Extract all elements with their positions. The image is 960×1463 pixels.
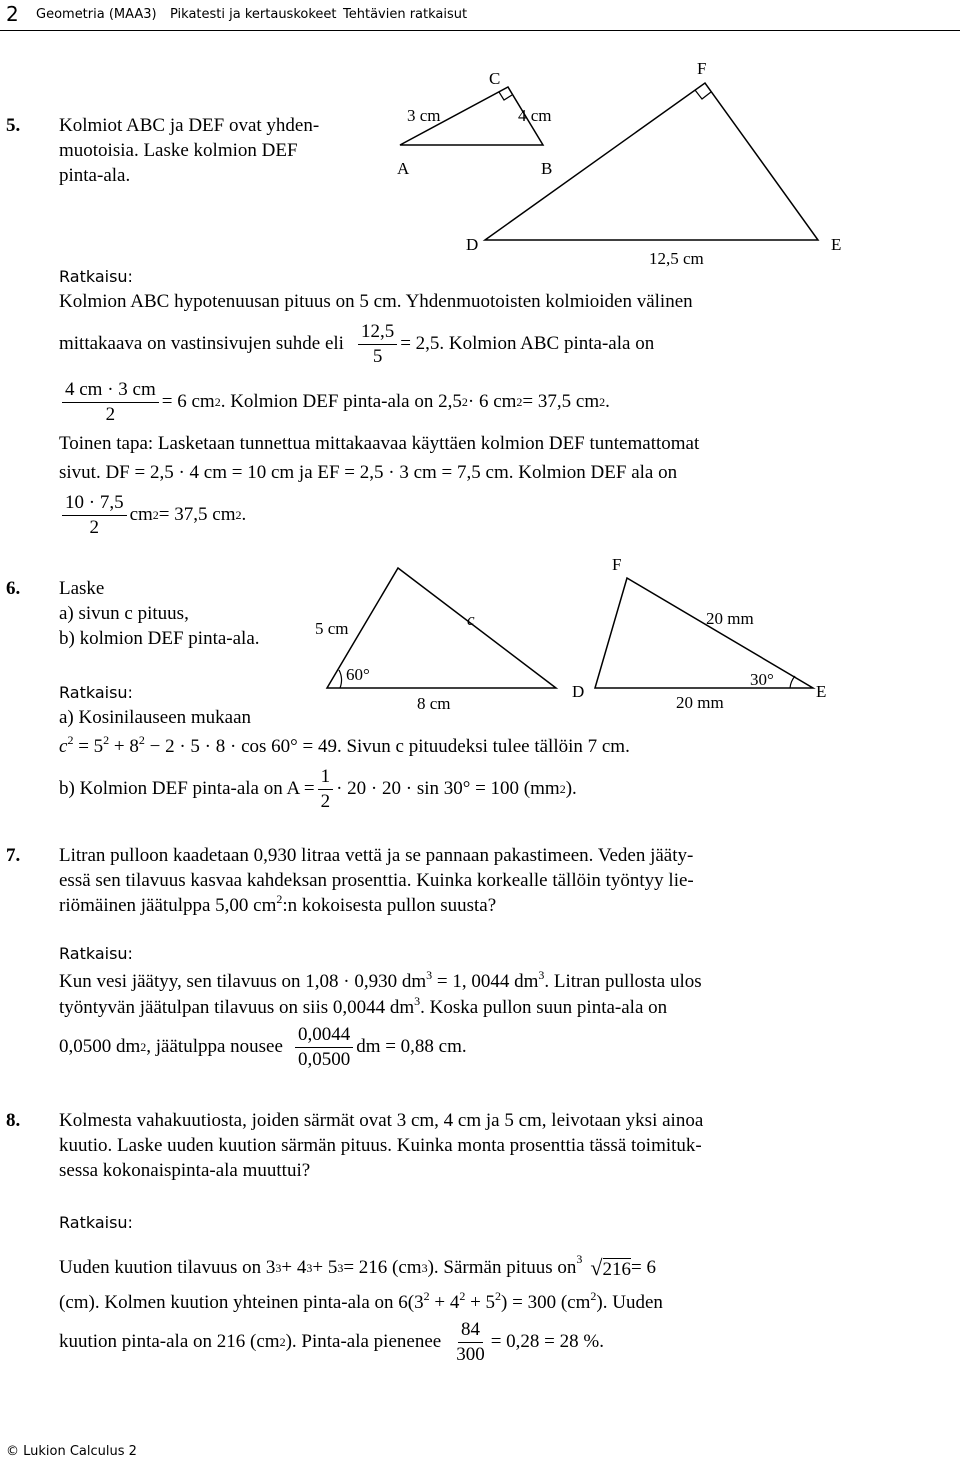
task5-sol-line2 <box>59 322 654 367</box>
area-abc-numerator: 4 cm · 3 cm <box>62 380 159 403</box>
task6-line3: b) kolmion DEF pinta-ala. <box>59 628 260 649</box>
t8-l2-b: + 5 <box>465 1292 496 1313</box>
cube-exponent: 3 <box>414 994 421 1008</box>
t7-denominator: 0,0500 <box>297 1048 351 1070</box>
area-abc-denominator: 2 <box>105 403 116 425</box>
ratio-denominator: 5 <box>372 345 383 367</box>
cube-root: 3 √216 <box>576 1252 631 1280</box>
task6-b-equation: b) Kolmion DEF pinta-ala on A = $\frac{1}{2}$ · 20 · 20 · sin 30° = 100 (mm 2 ). <box>59 766 577 812</box>
sq-exponent: 2 <box>590 1289 597 1303</box>
t8-l3-post: = 0,28 = 28 %. <box>490 1331 604 1353</box>
right-angle-mark-f <box>695 90 711 99</box>
radical-sign-icon: √ <box>590 1255 603 1280</box>
b-prefix: b) Kolmion DEF pinta-ala on A = <box>59 778 315 800</box>
t7-l3-mid: , jäätulppa nousee <box>146 1036 283 1058</box>
t8-l1-c: = 216 (cm <box>343 1257 422 1278</box>
area-def-result: = 37,5 cm <box>522 391 600 413</box>
cube-exponent: 3 <box>426 968 433 982</box>
area-def-unit: cm <box>129 504 153 526</box>
label-f2: F <box>612 555 622 574</box>
task5-sol-line6: $\frac{10 \cdot 7,5}{2}$ cm 2 = 37,5 cm 2 . <box>59 493 246 538</box>
t7-l1-mid: = 1, 0044 dm <box>432 971 539 992</box>
area-def-value: = 37,5 cm <box>158 504 236 526</box>
sq-exponent: 2 <box>423 1289 430 1303</box>
page-number: 2 <box>6 2 19 26</box>
task8-sol-line2 <box>59 1289 663 1314</box>
header-subsection: Tehtävien ratkaisut <box>343 7 468 22</box>
label-e2: E <box>816 682 827 701</box>
label-e: E <box>831 235 842 254</box>
task6-line2: a) sivun c pituus, <box>59 603 189 624</box>
t7-fraction <box>295 1025 353 1070</box>
eq-part2: + 8 <box>109 736 139 757</box>
area-def-denominator: 2 <box>89 516 100 538</box>
task5-line1: Kolmiot ABC ja DEF ovat yhden- <box>59 115 320 136</box>
task8-line2: kuutio. Laske uuden kuution särmän pituus. Kuinka monta prosenttia tässä toimituk- <box>59 1135 702 1156</box>
task7-line3-post: :n kokoisesta pullon suusta? <box>282 895 497 916</box>
t8-l1-e: = 6 <box>631 1257 656 1278</box>
task7-ratkaisu-label: Ratkaisu: <box>59 944 133 963</box>
label-side-bc: 4 cm <box>518 106 552 125</box>
task6-ratkaisu-label: Ratkaisu: <box>59 683 133 702</box>
task5-sol-line5: sivut. DF = 2,5 · 4 cm = 10 cm ja EF = 2,5 · 3 cm = 7,5 cm. Kolmion DEF ala on <box>59 462 678 483</box>
b-body: · 20 · 20 · sin 30° = 100 (mm <box>336 778 560 800</box>
task5-sol-line4: Toinen tapa: Lasketaan tunnettua mittakaavaa käyttäen kolmion DEF tuntemattomat <box>59 433 700 454</box>
t8-numerator: 84 <box>458 1320 483 1343</box>
cube-exponent: 3 <box>538 968 545 982</box>
task7-line2: essä sen tilavuus kasvaa kahdeksan prosenttia. Kuinka korkealle tällöin työntyy lie- <box>59 870 694 891</box>
task5-ratkaisu-label: Ratkaisu: <box>59 267 133 286</box>
task6-figure <box>0 540 960 720</box>
task7-number: 7. <box>6 845 21 866</box>
task7-sol-line1 <box>59 968 702 993</box>
label-side-c: c <box>467 610 475 629</box>
task7-line3 <box>59 892 497 917</box>
task5-sol-line2-post: = 2,5. Kolmion ABC pinta-ala on <box>400 333 655 355</box>
label-side-fe: 20 mm <box>706 609 754 628</box>
task8-sol-line3: kuution pinta-ala on 216 (cm 2 ). Pinta-ala pienenee $\frac{84}{300}$ = 0,28 = 28 %. <box>59 1319 604 1365</box>
sq-exponent: 2 <box>138 733 145 747</box>
t8-fraction <box>453 1320 488 1365</box>
task5-sol-line1: Kolmion ABC hypotenuusan pituus on 5 cm. Yhdenmuotoisten kolmioiden välinen <box>59 291 693 312</box>
t7-l1-post: . Litran pullosta ulos <box>544 971 702 992</box>
half-numerator: 1 <box>318 767 334 790</box>
task8-number: 8. <box>6 1110 21 1131</box>
task6-line1: Laske <box>59 578 105 599</box>
task8-ratkaisu-label: Ratkaisu: <box>59 1213 133 1232</box>
task5-line3: pinta-ala. <box>59 165 131 186</box>
triangle-def-2 <box>595 578 813 688</box>
task5-line2: muotoisia. Laske kolmion DEF <box>59 140 298 161</box>
t7-l1-pre: Kun vesi jäätyy, sen tilavuus on 1,08 · 0,930 dm <box>59 971 427 992</box>
t7-l3-pre: 0,0500 dm <box>59 1036 141 1058</box>
label-f: F <box>697 59 707 78</box>
task5-area-def-fraction <box>62 493 127 538</box>
radicand: 216 <box>602 1259 631 1280</box>
t7-numerator: 0,0044 <box>295 1025 353 1048</box>
task5-sol-line2-pre: mittakaava on vastinsivujen suhde eli <box>59 333 344 355</box>
area-def-factor: · 6 cm <box>467 391 517 413</box>
t7-l3-post: dm = 0,88 cm. <box>356 1036 467 1058</box>
t8-l1-a: + 4 <box>281 1257 307 1278</box>
task5-area-abc-fraction <box>62 380 159 425</box>
task5-ratio-fraction <box>358 322 397 367</box>
ratio-numerator: 12,5 <box>358 322 397 345</box>
task5-number: 5. <box>6 115 21 136</box>
t8-l2-c: ) = 300 (cm <box>501 1292 591 1313</box>
task7-line3-pre: riömäinen jäätulppa 5,00 cm <box>59 895 277 916</box>
eq-part1: = 5 <box>73 736 104 757</box>
task7-line1: Litran pulloon kaadetaan 0,930 litraa vettä ja se pannaan pakastimeen. Veden jääty- <box>59 845 694 866</box>
t8-l1-pre: Uuden kuution tilavuus on 3 <box>59 1257 276 1278</box>
eq-part3: − 2 · 5 · 8 · cos 60° = 49. Sivun c pituudeksi tulee tällöin 7 cm. <box>144 736 630 757</box>
t7-l2-pre: työntyvän jäätulpan tilavuus on siis 0,0044 dm <box>59 997 415 1018</box>
task5-sol-line3: $\frac{4 cm \cdot 3 cm}{2}$ = 6 cm 2 . Kolmion DEF pinta-ala on 2,5 2 · 6 cm 2 = 37,5 cm 2 . <box>59 380 610 425</box>
label-side-5cm: 5 cm <box>315 619 349 638</box>
task8-line1: Kolmesta vahakuutiosta, joiden särmät ovat 3 cm, 4 cm ja 5 cm, leivotaan yksi ainoa <box>59 1110 704 1131</box>
period: . <box>241 504 247 526</box>
label-c: C <box>489 69 501 88</box>
task8-sol-line1: Uuden kuution tilavuus on 3 3 + 4 3 + 5 3 = 216 (cm 3 ). Särmän pituus on 3 √216 = 6 <box>59 1252 656 1280</box>
sq-exponent: 2 <box>459 1289 466 1303</box>
task7-sol-line2 <box>59 994 668 1019</box>
t8-l1-d: ). Särmän pituus on <box>427 1257 577 1278</box>
half-denominator: 2 <box>320 790 331 812</box>
label-d: D <box>466 235 479 254</box>
right-angle-mark-c <box>499 92 512 100</box>
label-b: B <box>541 159 553 178</box>
area-abc-result: = 6 cm <box>161 391 215 413</box>
sq-exponent: 2 <box>103 733 110 747</box>
task8-line3: sessa kokonaispinta-ala muuttui? <box>59 1160 311 1181</box>
label-base-8cm: 8 cm <box>417 694 451 713</box>
t8-l2-a: + 4 <box>429 1292 460 1313</box>
var-c: c <box>59 736 68 757</box>
task6-a-label: a) Kosinilauseen mukaan <box>59 707 252 728</box>
t8-l3-mid: ). Pinta-ala pienenee <box>285 1331 442 1353</box>
t8-denominator: 300 <box>456 1343 485 1365</box>
half-fraction <box>318 767 334 812</box>
footer-copyright: © Lukion Calculus 2 <box>6 1444 137 1459</box>
t8-l1-b: + 5 <box>312 1257 338 1278</box>
t7-l2-post: . Koska pullon suun pinta-ala on <box>420 997 668 1018</box>
label-angle-60: 60° <box>346 665 370 684</box>
sq-exponent: 2 <box>67 733 74 747</box>
area-def-intro: . Kolmion DEF pinta-ala on 2,5 <box>220 391 462 413</box>
task6-a-equation <box>59 733 630 758</box>
b-end: ). <box>565 778 577 800</box>
label-side-de2: 20 mm <box>676 693 724 712</box>
sq-exponent: 2 <box>495 1289 502 1303</box>
sq-exponent: 2 <box>276 892 283 906</box>
t8-l2-d: ). Uuden <box>596 1292 663 1313</box>
period: . <box>605 391 610 413</box>
label-a: A <box>397 159 410 178</box>
label-angle-30: 30° <box>750 670 774 689</box>
label-side-ac: 3 cm <box>407 106 441 125</box>
label-side-de: 12,5 cm <box>649 249 704 268</box>
task5-figure <box>0 0 960 300</box>
t8-l3-pre: kuution pinta-ala on 216 (cm <box>59 1331 280 1353</box>
task6-number: 6. <box>6 578 21 599</box>
area-def-numerator: 10 · 7,5 <box>62 493 127 516</box>
task7-sol-line3: 0,0500 dm 2 , jäätulppa nousee $\frac{0,0044}{0,0500}$ dm = 0,88 cm. <box>59 1024 467 1070</box>
t8-l2-pre: (cm). Kolmen kuution yhteinen pinta-ala on 6(3 <box>59 1292 424 1313</box>
angle-arc-30 <box>790 676 795 688</box>
header-course: Geometria (MAA3) <box>36 7 157 22</box>
header-section: Pikatesti ja kertauskokeet <box>170 7 337 22</box>
angle-arc-60 <box>339 670 341 688</box>
label-d2: D <box>572 682 585 701</box>
